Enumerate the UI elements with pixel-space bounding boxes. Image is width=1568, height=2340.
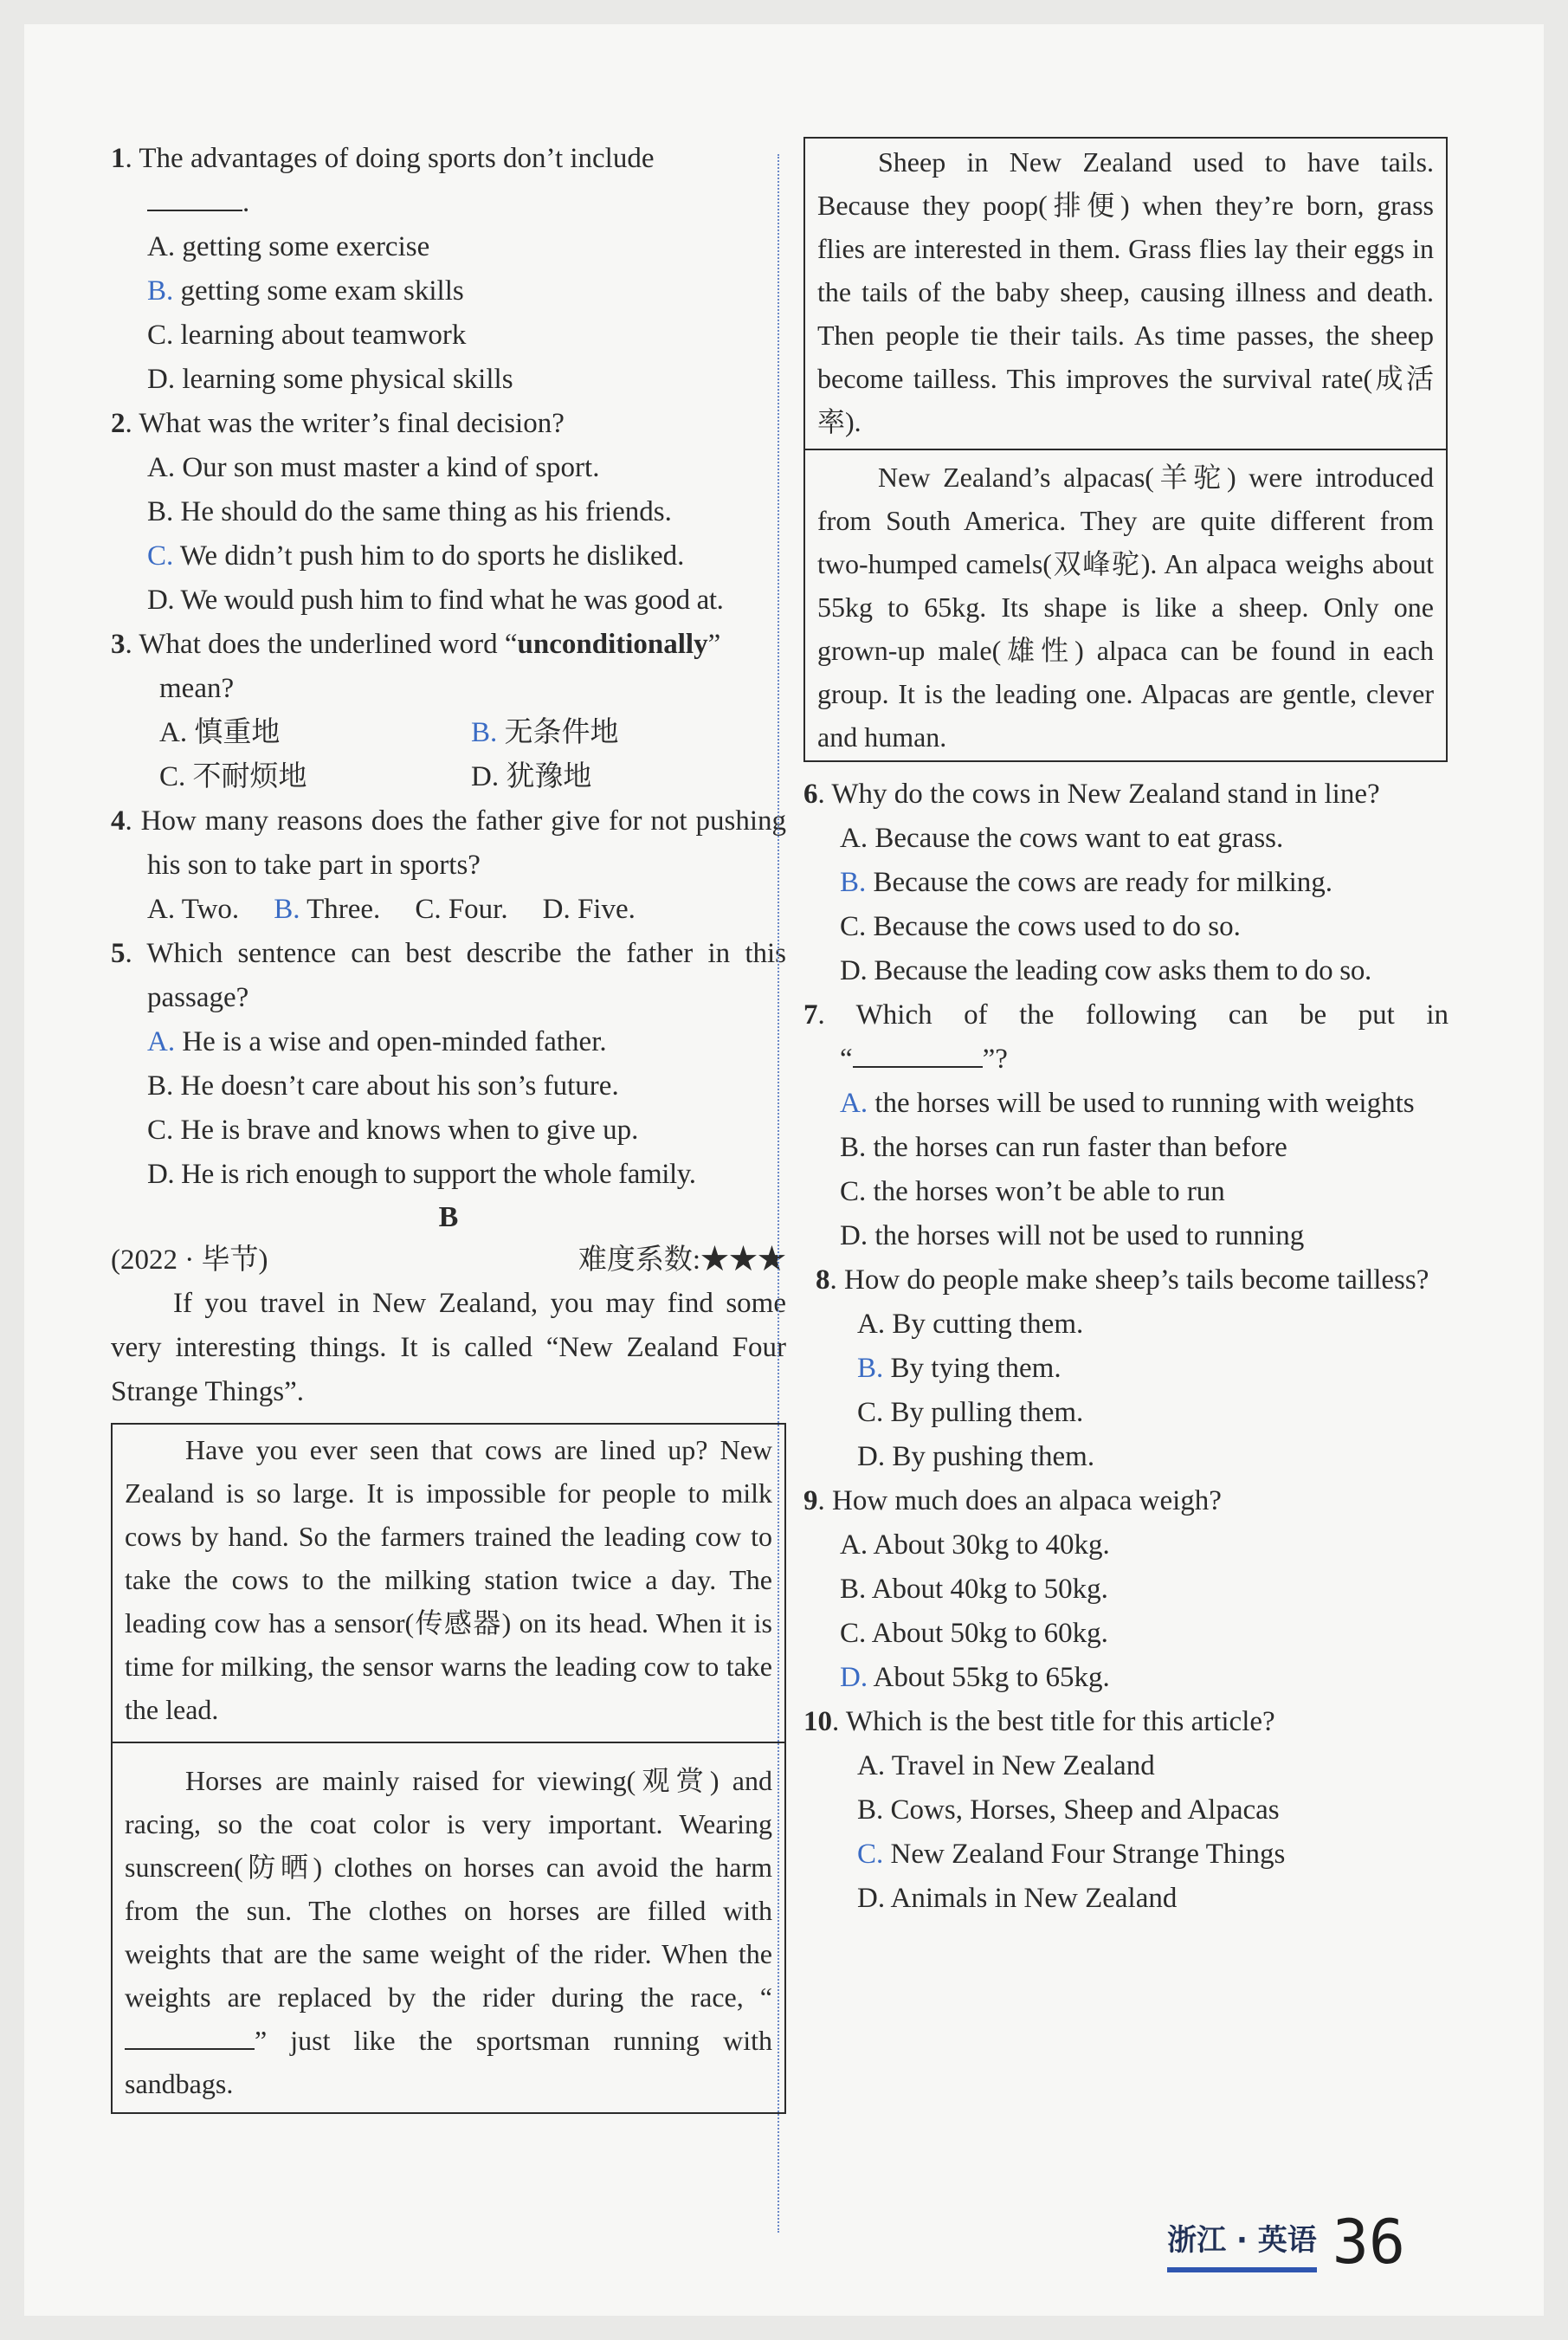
question-7-line2: “ ”? bbox=[803, 1037, 1449, 1082]
answer-blank bbox=[853, 1040, 983, 1068]
q6-option-c[interactable]: C. Because the cows used to do so. bbox=[840, 911, 1241, 942]
question-5: 5. Which sentence can best describe the father in this passage? bbox=[111, 938, 786, 1013]
subject-label: 浙江 · 英语 bbox=[1167, 2216, 1317, 2272]
q7-option-d[interactable]: D. the horses will not be used to running bbox=[840, 1220, 1305, 1251]
q3-option-c[interactable]: C. 不耐烦地 bbox=[159, 761, 307, 792]
q2-option-c[interactable]: C. We didn’t push him to do sports he disliked. bbox=[147, 540, 685, 572]
q7-option-c[interactable]: C. the horses won’t be able to run bbox=[840, 1176, 1225, 1207]
q2-option-d[interactable]: D. We would push him to find what he was good at. bbox=[147, 585, 724, 616]
q6-option-d[interactable]: D. Because the leading cow asks them to do so. bbox=[840, 955, 1371, 986]
page-number: 36 bbox=[1332, 2207, 1405, 2278]
intro-paragraph: If you travel in New Zealand, you may find some very interesting things. It is called “New Zealand Four Strange Things”. bbox=[111, 1288, 786, 1407]
q1-option-a[interactable]: A. getting some exercise bbox=[147, 231, 430, 262]
difficulty: 难度系数:★★★ bbox=[578, 1244, 786, 1276]
q2-option-b[interactable]: B. He should do the same thing as his friends. bbox=[147, 496, 672, 527]
question-10: 10. Which is the best title for this article? bbox=[803, 1706, 1275, 1737]
cows-paragraph: Have you ever seen that cows are lined up? New Zealand is so large. It is impossible for people to milk cows by hand. So the farmers trained the leading cow to take the cows to the milking station twice a day. The leading cow has a sensor(传感器) on its head. When it is time for milking, the sensor warns the leading cow to take the lead. bbox=[125, 1434, 772, 1725]
q3-option-d[interactable]: D. 犹豫地 bbox=[471, 761, 592, 792]
q8-option-d[interactable]: D. By pushing them. bbox=[857, 1441, 1095, 1472]
question-9: 9. How much does an alpaca weigh? bbox=[803, 1485, 1222, 1516]
q3-option-b[interactable]: B. 无条件地 bbox=[471, 717, 619, 748]
q5-option-d[interactable]: D. He is rich enough to support the whole family. bbox=[147, 1159, 696, 1190]
q8-option-b[interactable]: B. By tying them. bbox=[857, 1353, 1061, 1384]
q8-option-a[interactable]: A. By cutting them. bbox=[857, 1309, 1084, 1340]
q5-option-b[interactable]: B. He doesn’t care about his son’s future. bbox=[147, 1070, 619, 1102]
q4-option-c[interactable]: C. Four. bbox=[415, 894, 508, 925]
question-3-line2: mean? bbox=[159, 673, 235, 704]
q10-option-d[interactable]: D. Animals in New Zealand bbox=[857, 1883, 1178, 1914]
q9-option-c[interactable]: C. About 50kg to 60kg. bbox=[840, 1618, 1108, 1649]
alpacas-paragraph: New Zealand’s alpacas(羊驼) were introduced from South America. They are quite different from two-humped camels(双峰驼). An alpaca weighs about 55kg to 65kg. Its shape is like a sheep. Only one grown-up male(雄性) alpaca can be found in each group. It is the leading one. Alpacas are gentle, clever and human. bbox=[817, 462, 1434, 753]
question-6: 6. Why do the cows in New Zealand stand in line? bbox=[803, 779, 1380, 810]
q10-option-c[interactable]: C. New Zealand Four Strange Things bbox=[857, 1839, 1286, 1870]
passage-blank bbox=[125, 2022, 255, 2050]
q1-option-d[interactable]: D. learning some physical skills bbox=[147, 364, 513, 395]
question-4: 4. How many reasons does the father give for not pushing his son to take part in sports? bbox=[111, 805, 786, 881]
q7-option-a[interactable]: A. the horses will be used to running with weights bbox=[840, 1088, 1415, 1119]
right-questions bbox=[803, 772, 1449, 1921]
sheep-paragraph: Sheep in New Zealand used to have tails. Because they poop(排便) when they’re born, grass flies are interested in them. Grass flies lay their eggs in the tails of the baby sheep, causing illness and death. Then people tie their tails. As time passes, the sheep become tailless. This improves the survival rate(成活率). bbox=[817, 146, 1434, 437]
q7-option-b[interactable]: B. the horses can run faster than before bbox=[840, 1132, 1287, 1163]
q5-option-c[interactable]: C. He is brave and knows when to give up. bbox=[147, 1115, 639, 1146]
horses-paragraph: Horses are mainly raised for viewing(观赏) and racing, so the coat color is very important. Wearing sunscreen(防晒) clothes on horses can avoid the harm from the sun. The clothes on horses are filled with weights that are the same weight of the rider. When the weights are replaced by the rider during the race, “” just like the sportsman running with sandbags. bbox=[125, 1765, 772, 2099]
column-divider bbox=[778, 154, 779, 2233]
q1-option-b[interactable]: B. getting some exam skills bbox=[147, 275, 464, 307]
page-footer bbox=[1167, 2207, 1405, 2278]
q10-option-b[interactable]: B. Cows, Horses, Sheep and Alpacas bbox=[857, 1794, 1280, 1826]
q3-options-row2 bbox=[111, 755, 786, 799]
q2-option-a[interactable]: A. Our son must master a kind of sport. bbox=[147, 452, 600, 483]
question-7: 7. Which of the following can be put in bbox=[803, 999, 1449, 1031]
q4-option-b[interactable]: B. Three. bbox=[274, 894, 381, 925]
q4-option-a[interactable]: A. Two. bbox=[147, 894, 240, 925]
q5-option-a[interactable]: A. He is a wise and open-minded father. bbox=[147, 1026, 607, 1057]
question-3: 3. What does the underlined word “unconditionally” bbox=[111, 629, 721, 660]
q3-option-a[interactable]: A. 慎重地 bbox=[159, 717, 281, 748]
underlined-word: unconditionally bbox=[517, 629, 708, 660]
question-8: 8. How do people make sheep’s tails become tailless? bbox=[816, 1264, 1429, 1296]
answer-blank bbox=[147, 184, 242, 211]
worksheet-page bbox=[24, 24, 1544, 2316]
q9-option-b[interactable]: B. About 40kg to 50kg. bbox=[840, 1574, 1108, 1605]
right-column bbox=[803, 137, 1479, 1921]
section-b-heading: B bbox=[438, 1201, 459, 1233]
q4-option-d[interactable]: D. Five. bbox=[542, 894, 636, 925]
q1-option-c[interactable]: C. learning about teamwork bbox=[147, 320, 467, 351]
q8-option-c[interactable]: C. By pulling them. bbox=[857, 1397, 1084, 1428]
q10-option-a[interactable]: A. Travel in New Zealand bbox=[857, 1750, 1155, 1781]
passage-box-right bbox=[803, 137, 1448, 762]
question-1: 1. The advantages of doing sports don’t include bbox=[111, 143, 655, 174]
q6-option-b[interactable]: B. Because the cows are ready for milking. bbox=[840, 867, 1333, 898]
q4-options bbox=[111, 888, 786, 932]
question-2: 2. What was the writer’s final decision? bbox=[111, 408, 565, 439]
q9-option-a[interactable]: A. About 30kg to 40kg. bbox=[840, 1529, 1110, 1561]
q6-option-a[interactable]: A. Because the cows want to eat grass. bbox=[840, 823, 1284, 854]
source: (2022 · 毕节) bbox=[111, 1244, 268, 1276]
q3-options-row1 bbox=[111, 711, 786, 755]
passage-box-left bbox=[111, 1423, 786, 2114]
left-column bbox=[111, 137, 786, 2114]
section-b-source-line bbox=[111, 1238, 786, 1282]
q9-option-d[interactable]: D. About 55kg to 65kg. bbox=[840, 1662, 1110, 1693]
question-1-blank: . bbox=[111, 181, 786, 225]
